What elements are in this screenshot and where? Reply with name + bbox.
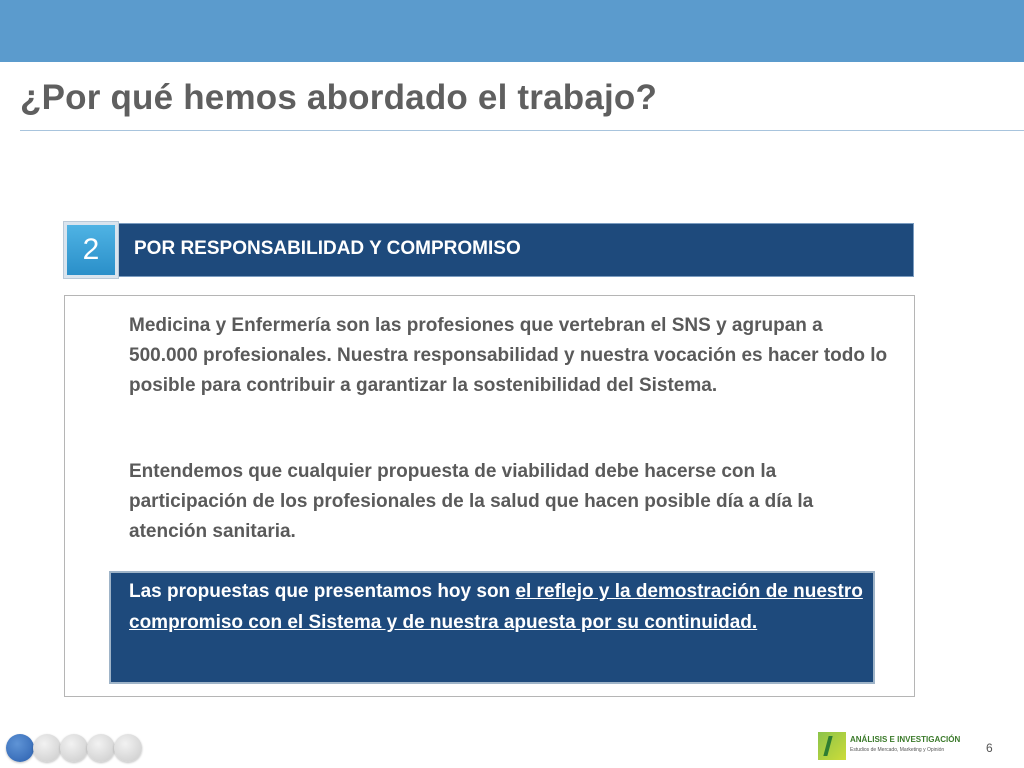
logo-subtitle: Estudios de Mercado, Marketing y Opinión (850, 747, 945, 753)
highlight-underlined: el reflejo y la demostración de nuestro compromiso con el Sistema y de nuestra apuesta por su continuidad. (129, 581, 863, 633)
nav-dot-2[interactable] (33, 734, 61, 762)
nav-dot-1[interactable] (6, 734, 34, 762)
slide-navigation-dots (6, 734, 146, 764)
section-title: POR RESPONSABILIDAD Y COMPROMISO (134, 238, 521, 259)
highlight-lead: Las propuestas que presentamos hoy son (129, 581, 516, 602)
top-banner (0, 0, 1024, 62)
logo-icon (818, 732, 846, 760)
highlight-text (129, 576, 869, 638)
nav-dot-3[interactable] (60, 734, 88, 762)
page-number: 6 (986, 741, 993, 755)
paragraph-2: Entendemos que cualquier propuesta de viabilidad debe hacerse con la participación de los profesionales de la salud que hacen posible día a día la atención sanitaria. (129, 461, 814, 542)
title-divider (20, 130, 1024, 131)
nav-dot-5[interactable] (114, 734, 142, 762)
company-logo (818, 732, 968, 760)
paragraph-1: Medicina y Enfermería son las profesiones que vertebran el SNS y agrupan a 500.000 profesionales. Nuestra responsabilidad y nuestra vocación es hacer todo lo posible para contribuir a garantizar la sostenibilidad del Sistema. (129, 315, 888, 396)
logo-title: ANÁLISIS E INVESTIGACIÓN (850, 735, 961, 744)
slide-title: ¿Por qué hemos abordado el trabajo? (20, 78, 658, 117)
section-number: 2 (67, 225, 115, 275)
nav-dot-4[interactable] (87, 734, 115, 762)
